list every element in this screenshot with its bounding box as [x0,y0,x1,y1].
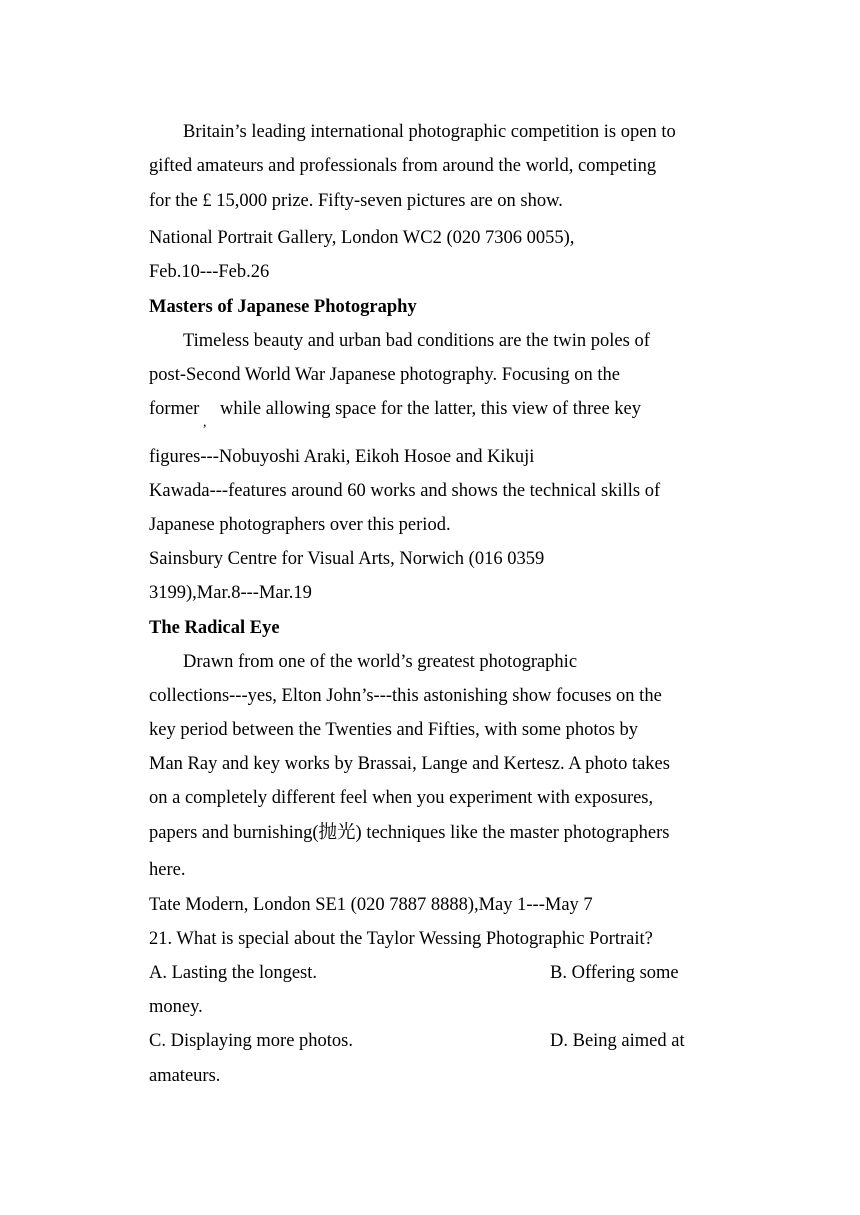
question-stem: 21. What is special about the Taylor Wessing Photographic Portrait? [149,929,653,949]
venue-line: Tate Modern, London SE1 (020 7887 8888),May 1---May 7 [149,895,593,915]
paragraph-line: Kawada---features around 60 works and shows the technical skills of [149,481,661,501]
section-heading: Masters of Japanese Photography [149,297,417,317]
paragraph-line: collections---yes, Elton John’s---this astonishing show focuses on the [149,686,662,706]
paragraph-line: key period between the Twenties and Fifties, with some photos by [149,720,639,740]
paragraph-line: Japanese photographers over this period. [149,515,451,535]
paragraph-line: here. [149,860,186,880]
option-d-continued: amateurs. [149,1066,221,1086]
comma-mark: , [203,415,207,430]
option-a: A. Lasting the longest. [149,963,318,983]
paragraph-line-rest: while allowing space for the latter, this view of three key [220,399,642,419]
paragraph-line: Timeless beauty and urban bad conditions are the twin poles of [183,331,650,351]
paragraph-line: on a completely different feel when you experiment with exposures, [149,788,654,808]
option-b: B. Offering some [550,963,679,983]
option-b-continued: money. [149,997,203,1017]
option-d: D. Being aimed at [550,1031,685,1051]
paragraph-line: Britain’s leading international photographic competition is open to [183,122,676,142]
option-c: C. Displaying more photos. [149,1031,354,1051]
paragraph-line: for the £ 15,000 prize. Fifty-seven pictures are on show. [149,191,563,211]
section-heading: The Radical Eye [149,618,280,638]
venue-dates: 3199),Mar.8---Mar.19 [149,583,312,603]
venue-line: National Portrait Gallery, London WC2 (020 7306 0055), [149,228,575,248]
paragraph-line: figures---Nobuyoshi Araki, Eikoh Hosoe and Kikuji [149,447,535,467]
paragraph-line: post-Second World War Japanese photography. Focusing on the [149,365,620,385]
paragraph-line-start: former [149,399,200,419]
paragraph-line: Drawn from one of the world’s greatest photographic [183,652,578,672]
venue-dates: Feb.10---Feb.26 [149,262,270,282]
paragraph-line: Man Ray and key works by Brassai, Lange and Kertesz. A photo takes [149,754,670,774]
paragraph-line: gifted amateurs and professionals from around the world, competing [149,156,657,176]
paragraph-line: papers and burnishing(抛光) techniques like the master photographers [149,823,670,843]
venue-line: Sainsbury Centre for Visual Arts, Norwich (016 0359 [149,549,545,569]
